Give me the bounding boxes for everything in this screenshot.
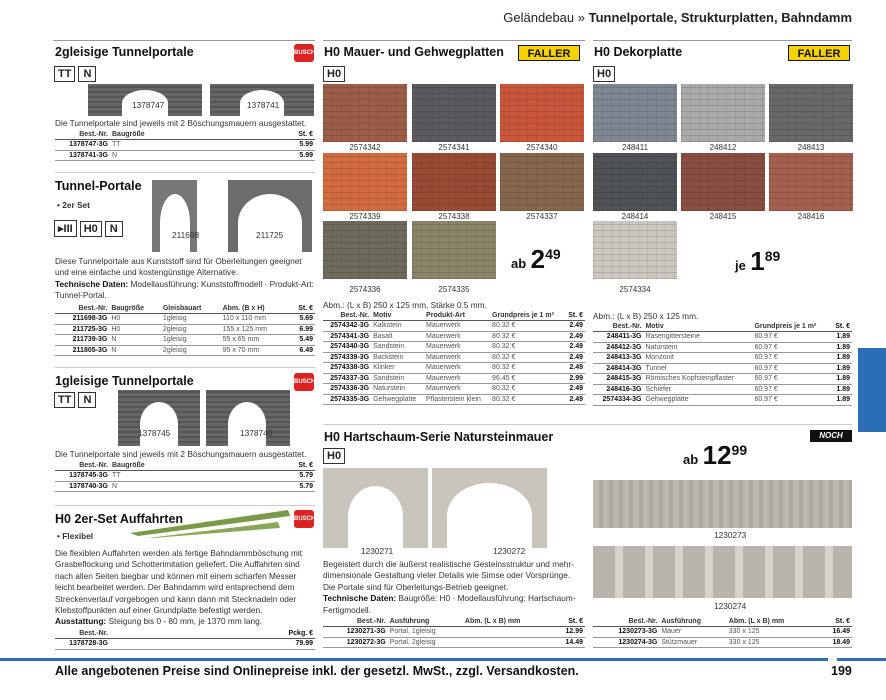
portal-2gleisig-image xyxy=(432,468,547,548)
price-table-s7b: Best.-Nr. Ausführung Abm. (L x B) mm St. € 1230273-3G Mauer 330 x 125 16.49 1230274-3G Stützmauer 330 x 125 18.49 xyxy=(593,617,852,648)
divider xyxy=(55,367,315,368)
badge-tt: TT xyxy=(54,66,75,82)
badge-h0: H0 xyxy=(80,221,102,237)
table-cell: Rasengittersteine xyxy=(643,332,752,343)
table-cell: 2574336-3G xyxy=(323,384,371,395)
table-cell: 248412-3G xyxy=(593,342,643,353)
table-cell: Gehwegplatte xyxy=(371,394,424,405)
table-row xyxy=(593,627,852,638)
image-label: 1378745 xyxy=(138,428,171,438)
texture-tile-2574339 xyxy=(323,153,407,211)
table-cell: Römisches Kopfsteinpflaster xyxy=(643,374,752,385)
table-cell: Backstein xyxy=(371,352,424,363)
table-cell: 155 x 125 mm xyxy=(221,324,289,335)
table-cell: 2574341-3G xyxy=(323,331,371,342)
dimensions: Abm.: (L x B) 250 x 125 mm. xyxy=(593,311,699,321)
table-cell: Naturstein xyxy=(643,342,752,353)
table-cell: 248414-3G xyxy=(593,363,643,374)
table-row xyxy=(323,363,585,374)
texture-tile-248414 xyxy=(593,153,677,211)
description: Die Tunnelportale sind jeweils mit 2 Böschungsmauern ausgestattet. xyxy=(55,118,307,128)
table-cell: Monzonit xyxy=(643,353,752,364)
badges xyxy=(593,64,618,82)
embankment-image xyxy=(128,508,293,538)
noch-logo: NOCH xyxy=(810,430,852,442)
table-cell: 60.97 € xyxy=(752,363,829,374)
bullet: • Flexibel xyxy=(57,531,94,541)
table-cell: Portal, 1gleisig xyxy=(388,627,463,638)
badges xyxy=(54,219,126,237)
page-header xyxy=(503,10,852,25)
table-cell: 248413-3G xyxy=(593,353,643,364)
table-cell: 6.49 xyxy=(289,345,315,356)
table-cell: 5.69 xyxy=(289,314,315,325)
footer-bar xyxy=(0,658,828,661)
texture-tile-248411 xyxy=(593,84,677,142)
table-cell: 2574337-3G xyxy=(323,373,371,384)
tile-label: 2574340 xyxy=(526,143,558,152)
table-cell: Naturstein xyxy=(371,384,424,395)
table-cell: 2.99 xyxy=(564,373,585,384)
table-cell: 16.49 xyxy=(819,627,852,638)
table-row xyxy=(323,342,585,353)
description: Die flexiblen Auffahrten werden als fertige Bahndammböschung mit Grasbeflockung und Schotterimitation geliefert. Die Auffahrten sind nach allen Seiten biegbar und können mit einem scharfen Messer leicht bearbeitet werden. Der Bahndamm wird entsprechend dem Streckenverlauf vorgebogen und kann dann mit Stecknadeln oder Klebstoffpunkten auf einer Grundplatte befestigt werden. Ausstattung: Steigung bis 0 - 80 mm, je 1370 mm lang. xyxy=(55,548,303,627)
table-cell: 330 x 125 xyxy=(727,627,819,638)
table-cell: H0 xyxy=(109,324,161,335)
table-row xyxy=(323,627,585,638)
footer-notice: Alle angebotenen Preise sind Onlinepreise inkl. der gesetzl. MwSt., zzgl. Versandkosten. xyxy=(55,664,579,678)
image-label: 1378740 xyxy=(240,428,273,438)
table-cell: 80.32 € xyxy=(490,394,564,405)
table-cell: 60.97 € xyxy=(752,384,829,395)
dimensions: Abm.: (L x B) 250 x 125 mm, Stärke 0.5 mm. xyxy=(323,300,487,310)
table-cell: Mauerwerk xyxy=(424,384,490,395)
table-row xyxy=(55,324,315,335)
tile-label: 2574336 xyxy=(349,285,381,294)
section-title: 2gleisige Tunnelportale xyxy=(55,45,194,59)
table-cell: 1.89 xyxy=(830,332,852,343)
badge-h0: H0 xyxy=(323,448,345,464)
table-cell: 2574339-3G xyxy=(323,352,371,363)
table-cell: Mauerwerk xyxy=(424,363,490,374)
table-cell: 2.49 xyxy=(564,394,585,405)
busch-logo: BUSCH xyxy=(294,373,314,391)
image-label: 1378741 xyxy=(247,100,280,110)
table-row xyxy=(323,321,585,332)
table-cell: 2574335-3G xyxy=(323,394,371,405)
table-cell: 2gleisig xyxy=(161,324,221,335)
tile-label: 2574334 xyxy=(619,285,651,294)
table-cell: 80.32 € xyxy=(490,331,564,342)
table-cell: 2574340-3G xyxy=(323,342,371,353)
tile-label: 248411 xyxy=(621,143,649,152)
table-row xyxy=(323,637,585,648)
texture-tile-2574336 xyxy=(323,221,407,279)
texture-tile-2574337 xyxy=(500,153,584,211)
badges xyxy=(323,64,348,82)
section-title: H0 Mauer- und Gehwegplatten xyxy=(324,45,504,59)
tile-label: 2574342 xyxy=(349,143,381,152)
busch-logo: BUSCH xyxy=(294,510,314,528)
table-cell: 211725-3G xyxy=(55,324,109,335)
faller-logo: FALLER xyxy=(788,45,850,61)
table-cell: Pflasterstein klein xyxy=(424,394,490,405)
price-table-s4: Best.-Nr. Pckg. € 1378728-3G 79.99 xyxy=(55,629,315,650)
table-cell: 60.97 € xyxy=(752,353,829,364)
table-cell: 1230273-3G xyxy=(593,627,659,638)
price-table-s6: Best.-Nr. Motiv Grundpreis je 1 m² St. € 248411-3G Rasengittersteine 60.97 € 1.89 248412-3G Naturstein 60.97 € 1.89 248413-3G Monzonit 60.97 € 1.89 248414-3G Tunnel 60.97 € 1.89 248415-3G Römisches Kopfsteinpflaster 60.97 € 1.89 248416-3G Schiefer 60.97 € 1.89 2574334-3G Gehwegplatte 60.97 € 1.89 xyxy=(593,322,852,406)
badge-n: N xyxy=(78,66,96,82)
divider xyxy=(55,505,315,506)
table-row xyxy=(55,335,315,346)
table-row xyxy=(593,332,852,343)
description: Begeistert durch die äußerst realistische Gesteinsstruktur und mehr-dimensionale Gestaltung vieler Details wie Simse oder Vorsprünge. Die Portale sind für Oberleitungs-Betrieb geeignet. Technische Daten: Baugröße: H0 · Modellausführung: Hartschaum-Fertigmodell. xyxy=(323,559,576,615)
divider xyxy=(55,172,315,173)
table-cell: 1230271-3G xyxy=(323,627,388,638)
table-cell: 60.97 € xyxy=(752,395,829,406)
table-cell: H0 xyxy=(109,314,161,325)
texture-tile-248412 xyxy=(681,84,765,142)
footer-bar xyxy=(837,658,886,661)
table-cell: Gehwegplatte xyxy=(643,395,752,406)
table-cell: Mauerwerk xyxy=(424,342,490,353)
image-label: 1378747 xyxy=(132,100,165,110)
tile-label: 2574339 xyxy=(349,212,381,221)
tile-label: 248414 xyxy=(621,212,649,221)
table-row xyxy=(323,352,585,363)
table-cell: 1.89 xyxy=(830,363,852,374)
page-number: 199 xyxy=(831,664,852,678)
table-cell: Schiefer xyxy=(643,384,752,395)
table-row xyxy=(593,342,852,353)
texture-tile-2574341 xyxy=(412,84,496,142)
table-cell xyxy=(463,627,553,638)
table-cell: 2gleisig xyxy=(161,345,221,356)
tile-label: 2574341 xyxy=(438,143,470,152)
faller-logo: FALLER xyxy=(518,45,580,61)
table-cell: 2574338-3G xyxy=(323,363,371,374)
tile-label: 2574338 xyxy=(438,212,470,221)
section-title: Tunnel-Portale xyxy=(55,179,142,193)
texture-tile-248413 xyxy=(769,84,853,142)
section-title: H0 Hartschaum-Serie Natursteinmauer xyxy=(324,430,554,444)
table-cell: Sandstein xyxy=(371,342,424,353)
table-cell: 95 x 70 mm xyxy=(221,345,289,356)
table-cell: 80.32 € xyxy=(490,342,564,353)
price-table-s5: Best.-Nr. Motiv Produkt-Art Grundpreis je 1 m² St. € 2574342-3G Kalkstein Mauerwerk 80.32 € 2.49 2574341-3G Basalt Mauerwerk 80.32 € 2.49 2574340-3G Sandstein Mauerwerk 80.32 € 2.49 2574339-3G Backstein Mauerwerk 80.32 € 2.49 2574338-3G Klinker Mauerwerk 80.32 € 2.49 2574337-3G Sandstein Mauerwerk 96.45 € 2.99 2574336-3G Naturstein Mauerwerk 80.32 € 2.49 2574335-3G Gehwegplatte Pflasterstein klein 80.32 € 2.49 xyxy=(323,311,585,405)
badge-n: N xyxy=(105,221,123,237)
table-row xyxy=(323,373,585,384)
retaining-wall-image xyxy=(593,546,852,598)
table-cell: Mauer xyxy=(659,627,726,638)
table-cell: Stützmauer xyxy=(659,637,726,648)
table-cell: 60.97 € xyxy=(752,332,829,343)
header-section: Geländebau » xyxy=(503,10,585,25)
price-table-s2: Best.-Nr. Baugröße Gleisbauart Abm. (B x H) St. € 211698-3G H0 1gleisig 110 x 110 mm 5.69 211725-3G H0 2gleisig 155 x 125 mm 6.99 211739-3G N 1gleisig 55 x 65 mm 5.49 211805-3G N 2gleisig 95 x 70 mm 6.49 xyxy=(55,304,315,356)
table-cell: Klinker xyxy=(371,363,424,374)
divider xyxy=(593,40,852,41)
tile-label: 248412 xyxy=(709,143,737,152)
table-cell: 211805-3G xyxy=(55,345,109,356)
bullet: • 2er Set xyxy=(57,200,90,210)
table-cell: 211698-3G xyxy=(55,314,109,325)
table-cell: 18.49 xyxy=(819,637,852,648)
table-cell: 2.49 xyxy=(564,321,585,332)
table-row xyxy=(593,384,852,395)
price-table-s1: Best.-Nr. Baugröße St. € 1378747-3G TT 5.99 1378741-3G N 5.99 xyxy=(55,130,315,161)
badges xyxy=(54,390,99,408)
divider xyxy=(323,424,852,425)
table-row xyxy=(593,374,852,385)
table-cell: 14.49 xyxy=(553,637,585,648)
texture-tile-248416 xyxy=(769,153,853,211)
portal-1gleisig-image xyxy=(323,468,428,548)
table-row xyxy=(593,395,852,406)
table-cell: 2574342-3G xyxy=(323,321,371,332)
busch-logo: BUSCH xyxy=(294,44,314,62)
texture-tile-2574342 xyxy=(323,84,407,142)
table-cell xyxy=(463,637,553,648)
price-table-s3: Best.-Nr. Baugröße St. € 1378745-3G TT 5.79 1378740-3G N 5.79 xyxy=(55,461,315,492)
table-row: 1378728-3G 79.99 xyxy=(55,639,315,650)
image-label: 1230272 xyxy=(493,546,526,556)
table-cell: 248411-3G xyxy=(593,332,643,343)
table-cell: 1.89 xyxy=(830,353,852,364)
table-cell: 2.49 xyxy=(564,331,585,342)
table-cell: Tunnel xyxy=(643,363,752,374)
table-cell: Basalt xyxy=(371,331,424,342)
table-cell: 2.49 xyxy=(564,363,585,374)
texture-tile-2574338 xyxy=(412,153,496,211)
texture-tile-248415 xyxy=(681,153,765,211)
table-row xyxy=(323,331,585,342)
image-label: 1230271 xyxy=(361,546,394,556)
tile-label: 248413 xyxy=(797,143,825,152)
table-row xyxy=(593,637,852,648)
table-cell: 248416-3G xyxy=(593,384,643,395)
badge-n: N xyxy=(78,392,96,408)
table-cell: Portal, 2gleisig xyxy=(388,637,463,648)
table-row: 1378745-3G TT 5.79 xyxy=(55,471,315,482)
table-cell: 2.49 xyxy=(564,384,585,395)
table-row: 1378741-3G N 5.99 xyxy=(55,150,315,161)
table-row xyxy=(593,363,852,374)
table-cell: 96.45 € xyxy=(490,373,564,384)
badge-track: ▸III xyxy=(54,220,77,237)
table-cell: 80.32 € xyxy=(490,363,564,374)
table-cell: 1230272-3G xyxy=(323,637,388,648)
table-cell: 2.49 xyxy=(564,352,585,363)
table-cell: 1gleisig xyxy=(161,335,221,346)
table-cell: 248415-3G xyxy=(593,374,643,385)
table-cell: Mauerwerk xyxy=(424,373,490,384)
header-title: Tunnelportale, Strukturplatten, Bahndamm xyxy=(588,10,852,25)
table-cell: 2.49 xyxy=(564,342,585,353)
image-label: 1230273 xyxy=(714,530,747,540)
price-tag: je 189 xyxy=(735,246,781,276)
badge-h0: H0 xyxy=(593,66,615,82)
section-title: 1gleisige Tunnelportale xyxy=(55,374,194,388)
table-cell: 1.89 xyxy=(830,384,852,395)
table-cell: 80.32 € xyxy=(490,384,564,395)
texture-tile-2574340 xyxy=(500,84,584,142)
wall-image xyxy=(593,480,852,528)
tile-label: 248415 xyxy=(709,212,737,221)
price-tag: ab 249 xyxy=(511,244,561,274)
table-cell: 1.89 xyxy=(830,395,852,406)
section-title: H0 2er-Set Auffahrten xyxy=(55,512,184,526)
table-cell: 60.97 € xyxy=(752,342,829,353)
image-label: 211725 xyxy=(256,230,284,240)
badge-tt: TT xyxy=(54,392,75,408)
table-cell: 55 x 65 mm xyxy=(221,335,289,346)
table-cell: 1gleisig xyxy=(161,314,221,325)
badges xyxy=(54,64,99,82)
table-cell: Kalkstein xyxy=(371,321,424,332)
texture-tile-2574335 xyxy=(412,221,496,279)
description: Die Tunnelportale sind jeweils mit 2 Böschungsmauern ausgestattet. xyxy=(55,449,307,459)
image-label: 211698 xyxy=(172,230,200,240)
table-cell: 80.32 € xyxy=(490,321,564,332)
table-row xyxy=(323,394,585,405)
image-label: 1230274 xyxy=(714,601,747,611)
price-tag: ab 1299 xyxy=(683,440,748,470)
badges xyxy=(323,446,348,464)
description: Diese Tunnelportale aus Kunststoff sind für Oberleitungen geeignet und eine einfache und kostengünstige Alternative. Technische Daten: Modellausführung: Kunststoffmodell · Produkt-Art: Tunnel-Portal. xyxy=(55,256,314,301)
table-cell: N xyxy=(109,345,161,356)
table-cell: 1.89 xyxy=(830,374,852,385)
table-cell: Sandstein xyxy=(371,373,424,384)
table-cell: Mauerwerk xyxy=(424,352,490,363)
tile-label: 2574335 xyxy=(438,285,470,294)
table-cell: 110 x 110 mm xyxy=(221,314,289,325)
table-cell: 80.32 € xyxy=(490,352,564,363)
table-row xyxy=(55,314,315,325)
table-cell: Mauerwerk xyxy=(424,331,490,342)
badge-h0: H0 xyxy=(323,66,345,82)
price-table-s7a: Best.-Nr. Ausführung Abm. (L x B) mm St. € 1230271-3G Portal, 1gleisig 12.99 1230272-3G Portal, 2gleisig 14.49 xyxy=(323,617,585,648)
tile-label: 2574337 xyxy=(526,212,558,221)
chapter-tab[interactable] xyxy=(858,348,886,432)
table-cell: 5.49 xyxy=(289,335,315,346)
table-cell: 2574334-3G xyxy=(593,395,643,406)
table-cell: 1.89 xyxy=(830,342,852,353)
table-cell: 6.99 xyxy=(289,324,315,335)
table-cell: 211739-3G xyxy=(55,335,109,346)
table-row xyxy=(323,384,585,395)
table-row: 1378740-3G N 5.79 xyxy=(55,481,315,492)
texture-tile-2574334 xyxy=(593,221,677,279)
table-cell: 12.99 xyxy=(553,627,585,638)
table-cell: 330 x 125 xyxy=(727,637,819,648)
table-cell: 1230274-3G xyxy=(593,637,659,648)
table-row: 1378747-3G TT 5.99 xyxy=(55,140,315,151)
divider xyxy=(53,40,315,41)
table-cell: Mauerwerk xyxy=(424,321,490,332)
divider xyxy=(323,40,585,41)
table-row xyxy=(55,345,315,356)
table-row xyxy=(593,353,852,364)
table-cell: N xyxy=(109,335,161,346)
tile-label: 248416 xyxy=(797,212,825,221)
table-cell: 60.97 € xyxy=(752,374,829,385)
section-title: H0 Dekorplatte xyxy=(594,45,683,59)
